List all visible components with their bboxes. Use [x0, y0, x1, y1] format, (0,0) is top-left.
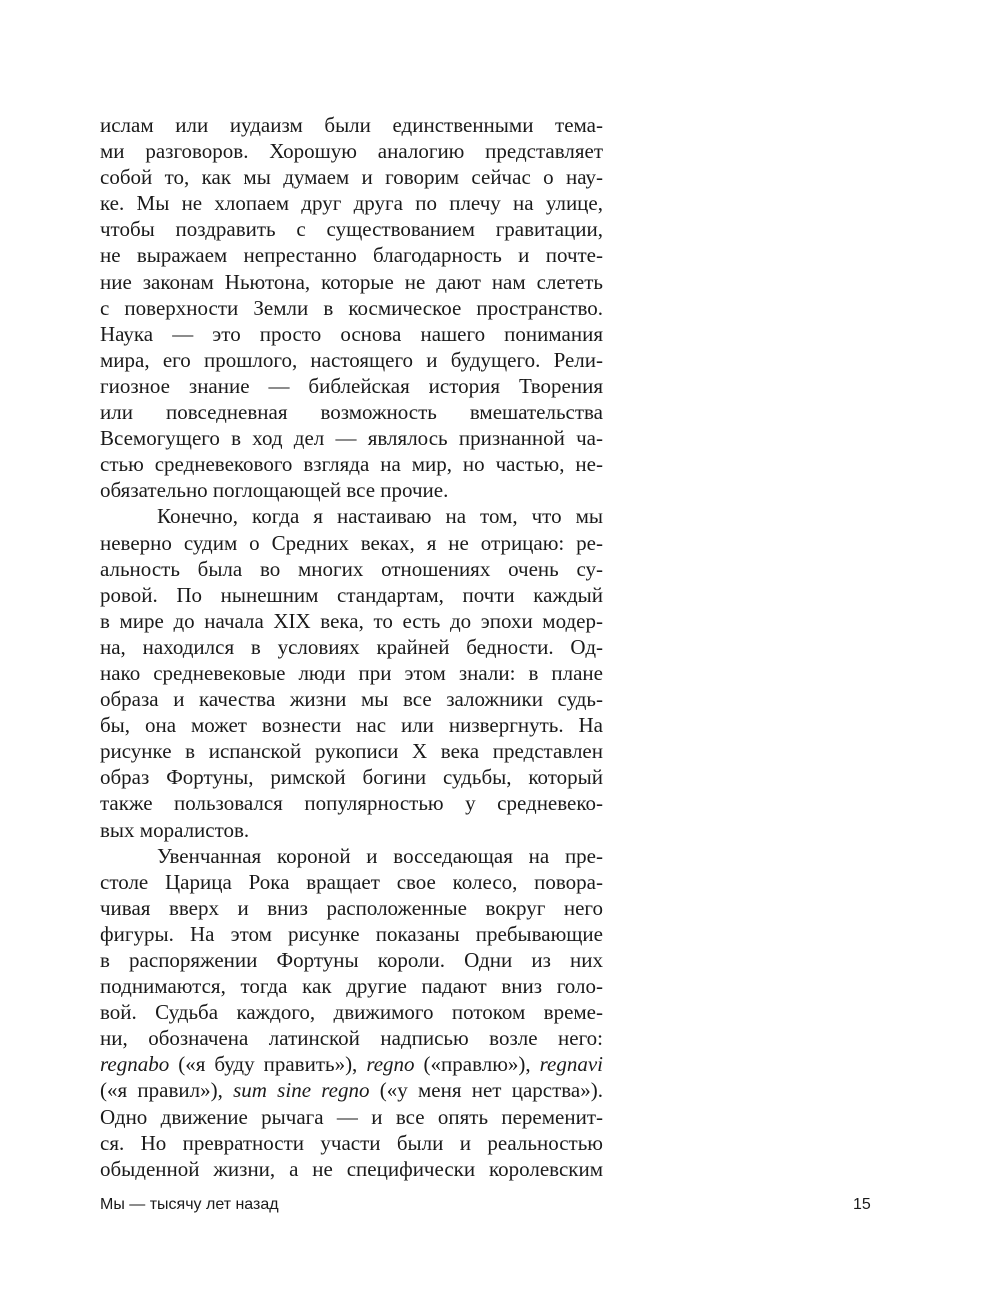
text-line: вой. Судьба каждого, движимого потоком време-	[100, 1000, 603, 1025]
text-line: на, находился в условиях крайней бедности. Од-	[100, 634, 603, 659]
running-title: Мы — тысячу лет назад	[100, 1196, 279, 1213]
text-line: ислам или иудаизм были единственными тема-	[100, 113, 603, 137]
gloss-text: («я правил»),	[100, 1078, 234, 1103]
text-line: фигуры. На этом рисунке показаны пребывающие	[100, 921, 603, 946]
latin-word: regno	[366, 1052, 415, 1077]
text-line: не выражаем непрестанно благодарность и почте-	[100, 243, 603, 268]
text-line: ровой. По нынешним стандартам, почти каждый	[100, 582, 603, 607]
text-line: вых моралистов.	[100, 817, 250, 842]
latin-word: sum sine regno	[233, 1078, 370, 1103]
text-line: образа и качества жизни мы все заложники судь-	[100, 687, 603, 712]
text-line: чивая вверх и вниз расположенные вокруг него	[100, 895, 603, 920]
text-line: рисунке в испанской рукописи X века представлен	[100, 739, 603, 764]
text-line: стью средневекового взгляда на мир, но частью, не-	[100, 452, 603, 477]
text-line: Увенчанная короной и восседающая на пре-	[157, 843, 603, 868]
text-line: в мире до начала XIX века, то есть до эпохи модер-	[100, 608, 603, 633]
latin-word: regnabo	[100, 1052, 170, 1077]
gloss-text: («правлю»),	[414, 1052, 540, 1077]
text-line: собой то, как мы думаем и говорим сейчас о нау-	[100, 165, 603, 190]
gloss-text: («у меня нет царства»).	[369, 1078, 603, 1103]
text-line: нако средневековые люди при этом знали: в плане	[100, 660, 603, 685]
text-line: гиозное знание — библейская история Творения	[100, 373, 603, 398]
text-line: обязательно поглощающей все прочие.	[100, 478, 449, 503]
text-line: Всемогущего в ход дел — являлось признанной ча-	[100, 426, 603, 451]
text-line: бы, она может вознести нас или низвергнуть. На	[100, 713, 603, 738]
gloss-text: («я буду править»),	[169, 1052, 367, 1077]
page-number: 15	[853, 1196, 871, 1213]
text-line: или повседневная возможность вмешательства	[100, 400, 603, 425]
text-line: с поверхности Земли в космическое пространство.	[100, 295, 603, 320]
text-line: ке. Мы не хлопаем друг друга по плечу на улице,	[100, 191, 603, 216]
text-line: ми разговоров. Хорошую аналогию представляет	[100, 139, 603, 164]
text-line: обыденной жизни, а не специфически королевским	[100, 1156, 603, 1181]
text-line: также пользовался популярностью у средневеко-	[100, 791, 603, 816]
text-line: Одно движение рычага — и все опять переменит-	[100, 1104, 603, 1129]
text-line: неверно судим о Средних веках, я не отрицаю: ре-	[100, 530, 603, 555]
text-line: Конечно, когда я настаиваю на том, что мы	[157, 504, 603, 529]
latin-word: regnavi	[539, 1052, 603, 1077]
text-line: мира, его прошлого, настоящего и будущего. Рели-	[100, 347, 603, 372]
text-line: ние законам Ньютона, которые не дают нам слететь	[100, 269, 603, 294]
text-line: образ Фортуны, римской богини судьбы, который	[100, 765, 603, 790]
text-line: чтобы поздравить с существованием гравитации,	[100, 217, 603, 242]
text-line-latin-2	[100, 1077, 603, 1103]
text-line-latin-1	[100, 1051, 603, 1077]
text-line: ся. Но превратности участи были и реальностью	[100, 1130, 603, 1155]
text-line: Наука — это просто основа нашего понимания	[100, 321, 603, 346]
text-line: поднимаются, тогда как другие падают вниз голо-	[100, 974, 603, 999]
body-text	[100, 112, 603, 1182]
text-line: в распоряжении Фортуны короли. Одни из них	[100, 948, 603, 972]
text-line: альность была во многих отношениях очень су-	[100, 556, 603, 581]
text-line: ни, обозначена латинской надписью возле него:	[100, 1026, 603, 1051]
text-line: столе Царица Рока вращает свое колесо, повора-	[100, 869, 603, 894]
